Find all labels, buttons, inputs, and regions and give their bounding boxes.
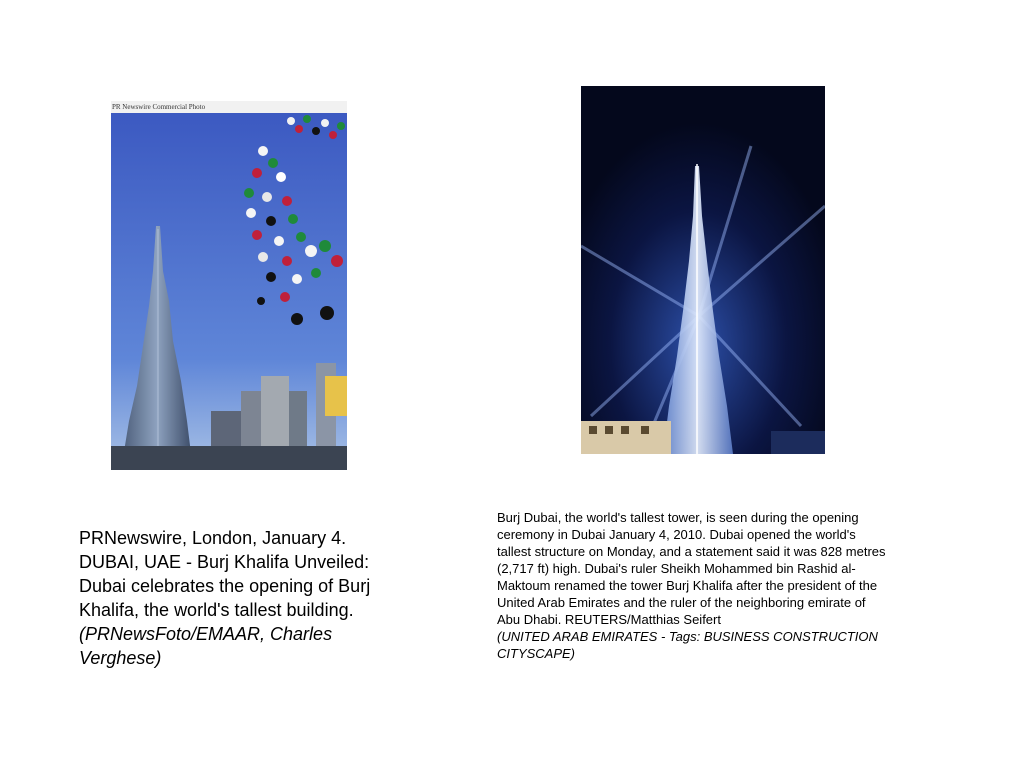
photo-burj-khalifa-day (111, 101, 347, 470)
photo-burj-night (581, 86, 825, 454)
right-caption-text: Burj Dubai, the world's tallest tower, is seen during the opening ceremony in Dubai January 4, 2010. Dubai opened the world's tallest structure on Monday, and a statement said it was 828 metres (2,717 ft) high. Dubai's ruler Sheikh Mohammed bin Rashid al-Maktoum renamed the tower Burj Khalifa after the president of the United Arab Emirates and the ruler of the neighboring emirate of Abu Dhabi. REUTERS/Matthias Seifert (497, 510, 886, 627)
right-caption (497, 509, 887, 662)
left-caption-credit: (PRNewsFoto/EMAAR, Charles Verghese) (79, 624, 333, 668)
watermark-label: PR Newswire Commercial Photo (111, 101, 347, 113)
left-caption-text: PRNewswire, London, January 4. DUBAI, UAE - Burj Khalifa Unveiled: Dubai celebrates the opening of Burj Khalifa, the world's tallest building. (79, 528, 371, 620)
burj-khalifa-day-image (111, 101, 347, 470)
burj-night-image (581, 86, 825, 454)
left-caption (79, 526, 389, 670)
right-caption-tags: (UNITED ARAB EMIRATES - Tags: BUSINESS CONSTRUCTION CITYSCAPE) (497, 629, 878, 661)
